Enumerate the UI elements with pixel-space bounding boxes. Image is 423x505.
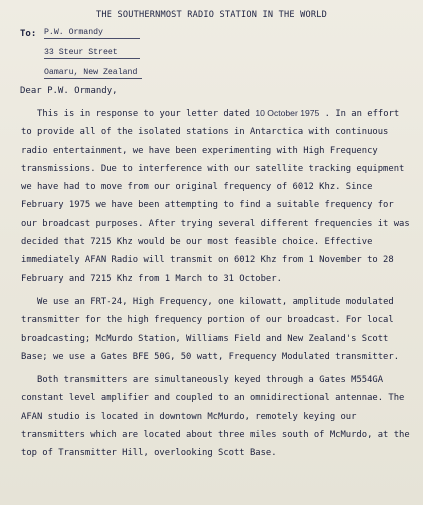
paragraph-3-text: Both transmitters are simultaneously keyed through a Gates M554GA constant level amplifier and coupled to an omnidirectional antennae. The AFAN studio is located in downtown McMurdo, remotely keying our transmitters which are located about three miles south of McMurdo, at the top of Transmitter Hill, overlooking Scott Base.	[21, 375, 410, 459]
paragraph-2-text: We use an FRT-24, High Frequency, one kilowatt, amplitude modulated transmitter for the high frequency portion of our broadcast. For local broadcasting; McMurdo Station, Williams Field and New Zealand's Scott Base; we use a Gates BFE 50G, 50 watt, Frequency Modulated transmitter.	[21, 296, 400, 362]
recipient-street: 33 Steur Street	[44, 48, 140, 59]
letter-date: 10 October 1975	[255, 108, 320, 118]
paragraph-1-text: . In an effort to provide all of the isolated stations in Antarctica with continuous radio entertainment, we have been experimenting with High Frequency transmissions. Due to interference with our satellite tracking equipment we have had to move from our original frequency of 6012 Khz. Since February 1975 we have been attempting to find a suitable frequency for our broadcast purposes. After trying several different frequencies it was decided that 7215 Khz would be our most feasible choice. Effective immediately AFAN Radio will transmit on 6012 Khz from 1 November to 28 February and 7215 Khz from 1 March to 31 October.	[21, 109, 410, 284]
paragraph-1	[21, 104, 413, 288]
recipient-city: Oamaru, New Zealand	[44, 68, 142, 79]
paragraph-1-lead: This is in response to your letter dated	[37, 109, 250, 119]
to-label: To:	[20, 29, 37, 39]
recipient-name: P.W. Ormandy	[44, 28, 140, 39]
letter-body	[21, 104, 413, 468]
paragraph-3	[21, 371, 413, 462]
letterhead-title: THE SOUTHERNMOST RADIO STATION IN THE WORLD	[95, 10, 328, 20]
salutation: Dear P.W. Ormandy,	[20, 86, 118, 96]
paragraph-2	[21, 293, 413, 366]
